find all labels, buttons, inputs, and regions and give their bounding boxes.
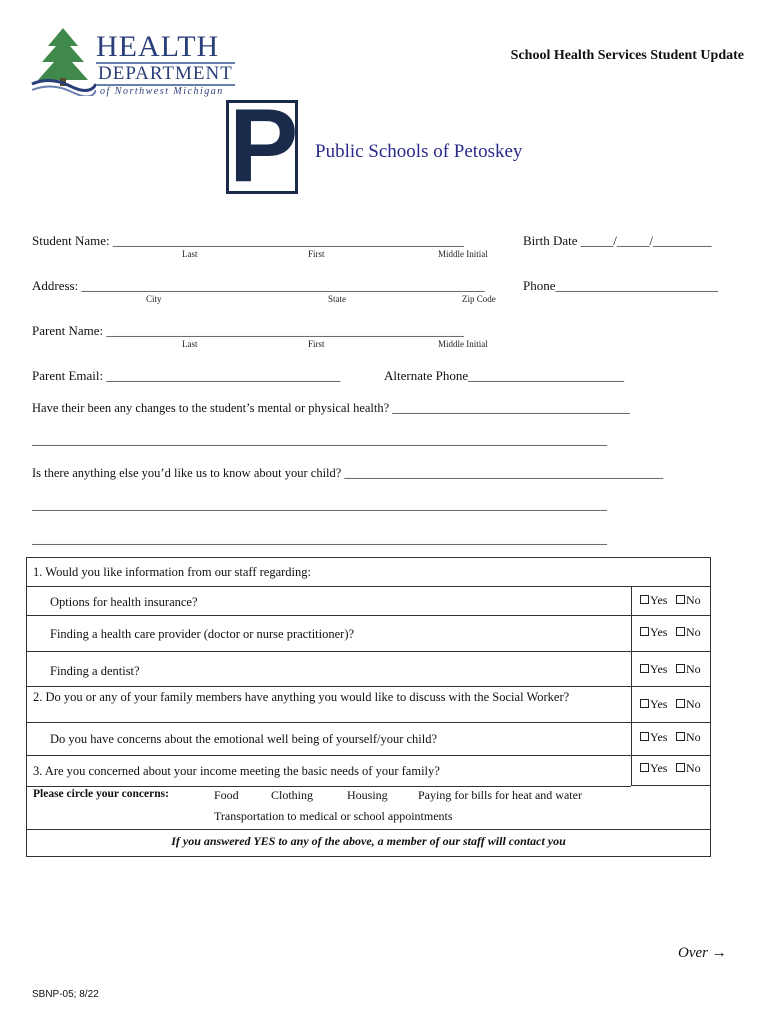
footer-divider <box>27 829 710 830</box>
checkbox-icon <box>676 627 685 636</box>
row-question-text: Finding a health care provider (doctor or nurse practitioner)? <box>50 627 355 641</box>
student-sub-first: First <box>308 249 325 259</box>
parent-sub-last: Last <box>182 339 198 349</box>
checkbox-icon <box>640 627 649 636</box>
form-code: SBNP-05; 8/22 <box>32 989 99 1000</box>
yes-checkbox[interactable]: Yes <box>640 593 667 608</box>
parent-name-field[interactable]: Parent Name: _______________________________________________________ <box>32 323 464 338</box>
form-title: School Health Services Student Update <box>510 48 744 63</box>
concern-clothing[interactable]: Clothing <box>271 788 314 802</box>
table-row <box>27 723 710 756</box>
no-checkbox[interactable]: No <box>676 761 701 776</box>
question-1-text: 1. Would you like information from our staff regarding: <box>33 565 311 579</box>
yes-no-cell <box>631 756 711 786</box>
logo-region-text: of Northwest Michigan <box>100 86 224 97</box>
address-sub-zip: Zip Code <box>462 294 496 304</box>
checkbox-icon <box>676 699 685 708</box>
logo-department-text: DEPARTMENT <box>98 63 233 84</box>
health-changes-line[interactable]: ____________________________________________________________________________________________ <box>32 433 607 447</box>
school-name: Public Schools of Petoskey <box>315 141 523 162</box>
row-divider <box>27 786 631 787</box>
yes-checkbox[interactable]: Yes <box>640 730 667 745</box>
address-sub-city: City <box>146 294 162 304</box>
no-checkbox[interactable]: No <box>676 697 701 712</box>
yes-checkbox[interactable]: Yes <box>640 662 667 677</box>
concern-bills[interactable]: Paying for bills for heat and water <box>418 788 582 802</box>
health-changes-question[interactable]: Have their been any changes to the student’s mental or physical health? ______________________________________ <box>32 401 630 415</box>
no-checkbox[interactable]: No <box>676 593 701 608</box>
checkbox-icon <box>640 664 649 673</box>
yes-checkbox[interactable]: Yes <box>640 761 667 776</box>
student-name-field[interactable]: Student Name: ______________________________________________________ <box>32 233 464 248</box>
anything-else-line-2[interactable]: ____________________________________________________________________________________________ <box>32 532 607 546</box>
pine-tree-icon <box>30 26 96 96</box>
concern-housing[interactable]: Housing <box>347 788 388 802</box>
checkbox-icon <box>640 595 649 604</box>
checkbox-icon <box>640 763 649 772</box>
logo-health-text: HEALTH <box>96 30 220 63</box>
over-indicator <box>678 945 727 962</box>
row-question-text: Finding a dentist? <box>50 664 140 678</box>
concern-transportation[interactable]: Transportation to medical or school appointments <box>214 809 453 823</box>
yes-checkbox[interactable]: Yes <box>640 697 667 712</box>
yes-checkbox[interactable]: Yes <box>640 625 667 640</box>
phone-field[interactable]: Phone_________________________ <box>523 278 718 293</box>
table-row <box>27 756 710 786</box>
no-checkbox[interactable]: No <box>676 662 701 677</box>
school-p-letter: P <box>229 88 299 204</box>
row-question-text: 2. Do you or any of your family members have anything you would like to discuss with the Social Worker? <box>33 690 570 704</box>
parent-sub-first: First <box>308 339 325 349</box>
table-row <box>27 652 710 687</box>
student-sub-middle: Middle Initial <box>438 249 488 259</box>
yes-no-cell <box>631 587 711 615</box>
parent-sub-middle: Middle Initial <box>438 339 488 349</box>
address-sub-state: State <box>328 294 346 304</box>
address-field[interactable]: Address: ______________________________________________________________ <box>32 278 485 293</box>
checkbox-icon <box>640 699 649 708</box>
over-text: Over <box>678 945 708 961</box>
yes-no-cell <box>631 652 711 686</box>
birth-date-field[interactable]: Birth Date _____/_____/_________ <box>523 233 712 248</box>
school-p-logo <box>226 88 299 204</box>
questionnaire-table <box>26 557 711 857</box>
table-row <box>27 687 710 723</box>
anything-else-question[interactable]: Is there anything else you’d like us to know about your child? ___________________________________________________ <box>32 466 664 480</box>
health-department-logo <box>30 26 233 100</box>
no-checkbox[interactable]: No <box>676 625 701 640</box>
table-row <box>27 616 710 652</box>
yes-no-cell <box>631 723 711 755</box>
yes-no-cell <box>631 687 711 722</box>
row-question-text: Options for health insurance? <box>50 595 198 609</box>
no-checkbox[interactable]: No <box>676 730 701 745</box>
circle-concerns-label: Please circle your concerns: <box>33 788 169 800</box>
checkbox-icon <box>676 664 685 673</box>
anything-else-line-1[interactable]: ____________________________________________________________________________________________ <box>32 498 607 512</box>
table-row <box>27 587 710 616</box>
contact-note: If you answered YES to any of the above, a member of our staff will contact you <box>171 834 566 848</box>
arrow-right-icon: → <box>711 945 727 961</box>
concern-food[interactable]: Food <box>214 788 239 802</box>
student-sub-last: Last <box>182 249 198 259</box>
checkbox-icon <box>676 763 685 772</box>
row-question-text: 3. Are you concerned about your income meeting the basic needs of your family? <box>33 764 440 778</box>
question-1-header-row <box>27 558 710 587</box>
checkbox-icon <box>640 732 649 741</box>
alternate-phone-field[interactable]: Alternate Phone________________________ <box>384 368 625 383</box>
checkbox-icon <box>676 732 685 741</box>
yes-no-cell <box>631 616 711 651</box>
checkbox-icon <box>676 595 685 604</box>
parent-email-field[interactable]: Parent Email: ____________________________________ <box>32 368 341 383</box>
row-question-text: Do you have concerns about the emotional well being of yourself/your child? <box>50 732 438 746</box>
